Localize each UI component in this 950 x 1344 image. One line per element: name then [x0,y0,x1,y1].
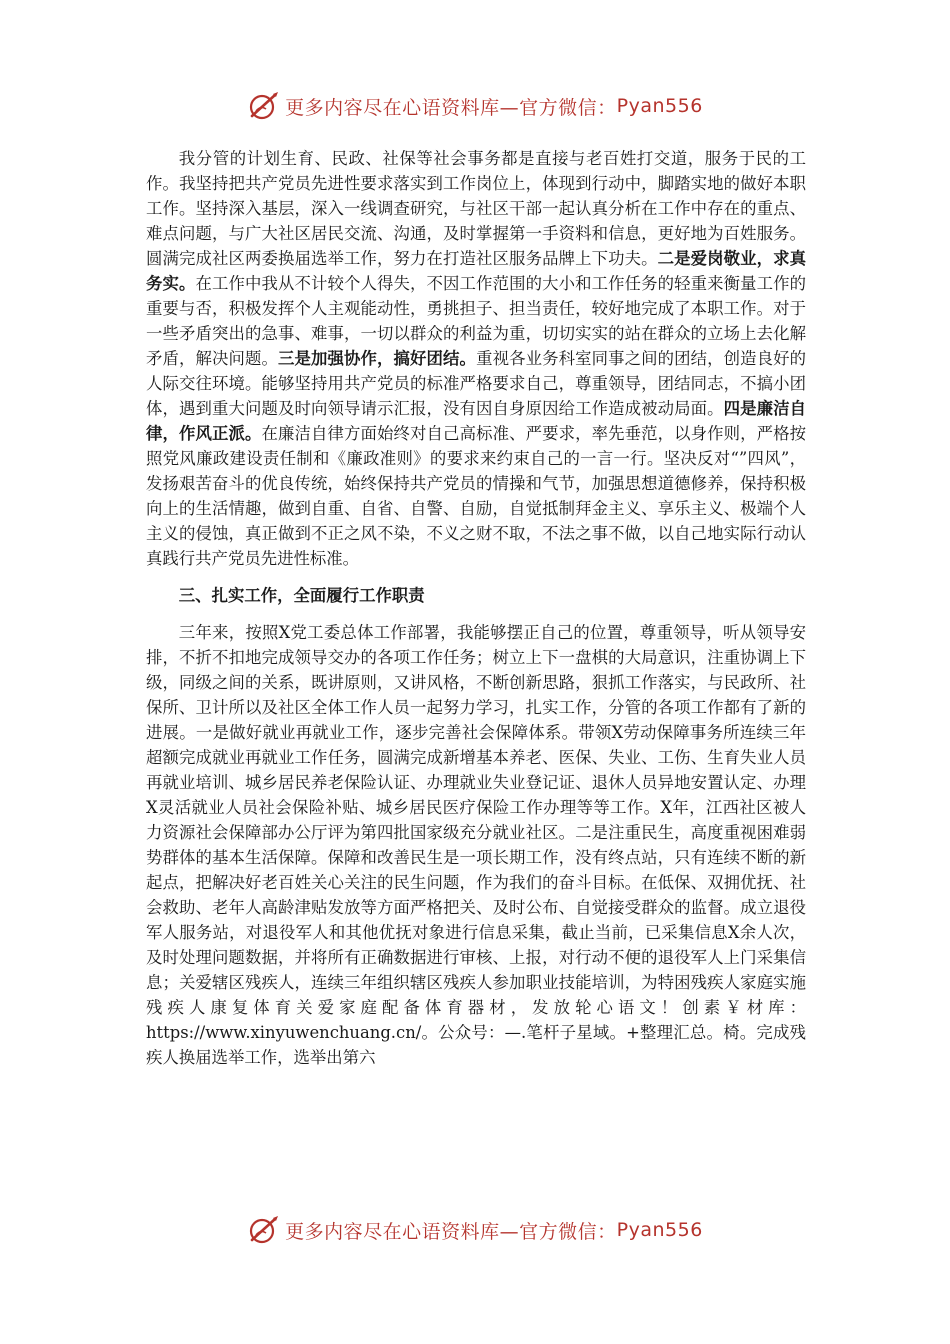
section-heading: 三、扎实工作，全面履行工作职责 [178,586,425,605]
banner-text: 更多内容尽在心语资料库—官方微信： [285,1220,617,1243]
paragraph: 三年来，按照X党工委总体工作部署，我能够摆正自己的位置，尊重领导，听从领导安排，不折不扣地完成领导交办的各项工作任务；树立上下一盘棋的大局意识，注重协调上下级，同级之间的关系，既讲原则，又讲风格，不断创新思路，狠抓工作落实，与民政所、社保所、卫计所以及社区全体工作人员一起努力学习，扎实工作，分管的各项工作都有了新的进展。一是做好就业再就业工作，逐步完善社会保障体系。带领X劳动保障事务所连续三年超额完成就业再就业工作任务，圆满完成新增基本养老、医保、失业、工伤、生育失业人员再就业培训、城乡居民养老保险认证、办理就业失业登记证、退休人员异地安置认定、办理X灵活就业人员社会保险补贴、城乡居民医疗保险工作办理等等工作。X年，江西社区被人力资源社会保障部办公厅评为第四批国家级充分就业社区。二是注重民生，高度重视困难弱势群体的基本生活保障。保障和改善民生是一项长期工作，没有终点站，只有连续不断的新起点，把解决好老百姓关心关注的民生问题，作为我们的奋斗目标。在低保、双拥优抚、社会救助、老年人高龄津贴发放等方面严格把关、及时公布、自觉接受群众的监督。成立退役军人服务站，对退役军人和其他优抚对象进行信息采集，截止当前，已采集信息X余人次，及时处理问题数据，并将所有正确数据进行审核、上报，对行动不便的退役军人上门采集信息；关爱辖区残疾人，连续三年组织辖区残疾人参加职业技能培训，为特困残疾人家庭实施残疾人康复体育关爱家庭配备体育器材，发放轮心语文！创素￥材库：https://www.xinyuwenchuang.cn/。公众号：—.笔杆子星域。+整理汇总。椅。完成残疾人换届选举工作，选举出第六 [146,623,806,1067]
pen-writing-icon [247,89,281,123]
banner-wechat-id: Pyan556 [616,1219,703,1241]
bold-point-4: 四是廉洁自律，作风正派。 [146,399,807,443]
banner-text: 更多内容尽在心语资料库—官方微信： [285,96,617,119]
header-banner [0,86,950,126]
bold-point-2: 二是爱岗敬业，求真务实。 [146,249,807,293]
paragraph: 我分管的计划生育、民政、社保等社会事务都是直接与老百姓打交道，服务于民的工作。我坚持把共产党员先进性要求落实到工作岗位上，体现到行动中，脚踏实地的做好本职工作。坚持深入基层，深入一线调查研究，与社区干部一起认真分析在工作中存在的重点、难点问题，与广大社区居民交流、沟通，及时掌握第一手资料和信息，更好地为百姓服务。圆满完成社区两委换届选举工作，努力在打造社区服务品牌上下功夫。二是爱岗敬业，求真务实。在工作中我从不计较个人得失，不因工作范围的大小和工作任务的轻重来衡量工作的重要与否，积极发挥个人主观能动性，勇挑担子、担当责任，较好地完成了本职工作。对于一些矛盾突出的急事、难事，一切以群众的利益为重，切切实实的站在群众的立场上去化解矛盾，解决问题。三是加强协作，搞好团结。重视各业务科室同事之间的团结，创造良好的人际交往环境。能够坚持用共产党员的标准严格要求自己，尊重领导，团结同志，不搞小团体，遇到重大问题及时向领导请示汇报，没有因自身原因给工作造成被动局面。四是廉洁自律，作风正派。在廉洁自律方面始终对自己高标准、严要求，率先垂范，以身作则，严格按照党风廉政建设责任制和《廉政准则》的要求来约束自己的一言一行。坚决反对“”四风”，发扬艰苦奋斗的优良传统，始终保持共产党员的情操和气节，加强思想道德修养，保持积极向上的生活情趣，做到自重、自省、自警、自励，自觉抵制拜金主义、享乐主义、极端个人主义的侵蚀，真正做到不正之风不染，不义之财不取，不法之事不做，以自己地实际行动认真践行共产党员先进性标准。 [146,149,807,568]
footer-banner [0,1210,950,1250]
banner-wechat-id: Pyan556 [616,95,703,117]
bold-point-3: 三是加强协作，搞好团结。 [278,349,477,368]
document-body [146,146,806,1070]
pen-writing-icon [247,1213,281,1247]
